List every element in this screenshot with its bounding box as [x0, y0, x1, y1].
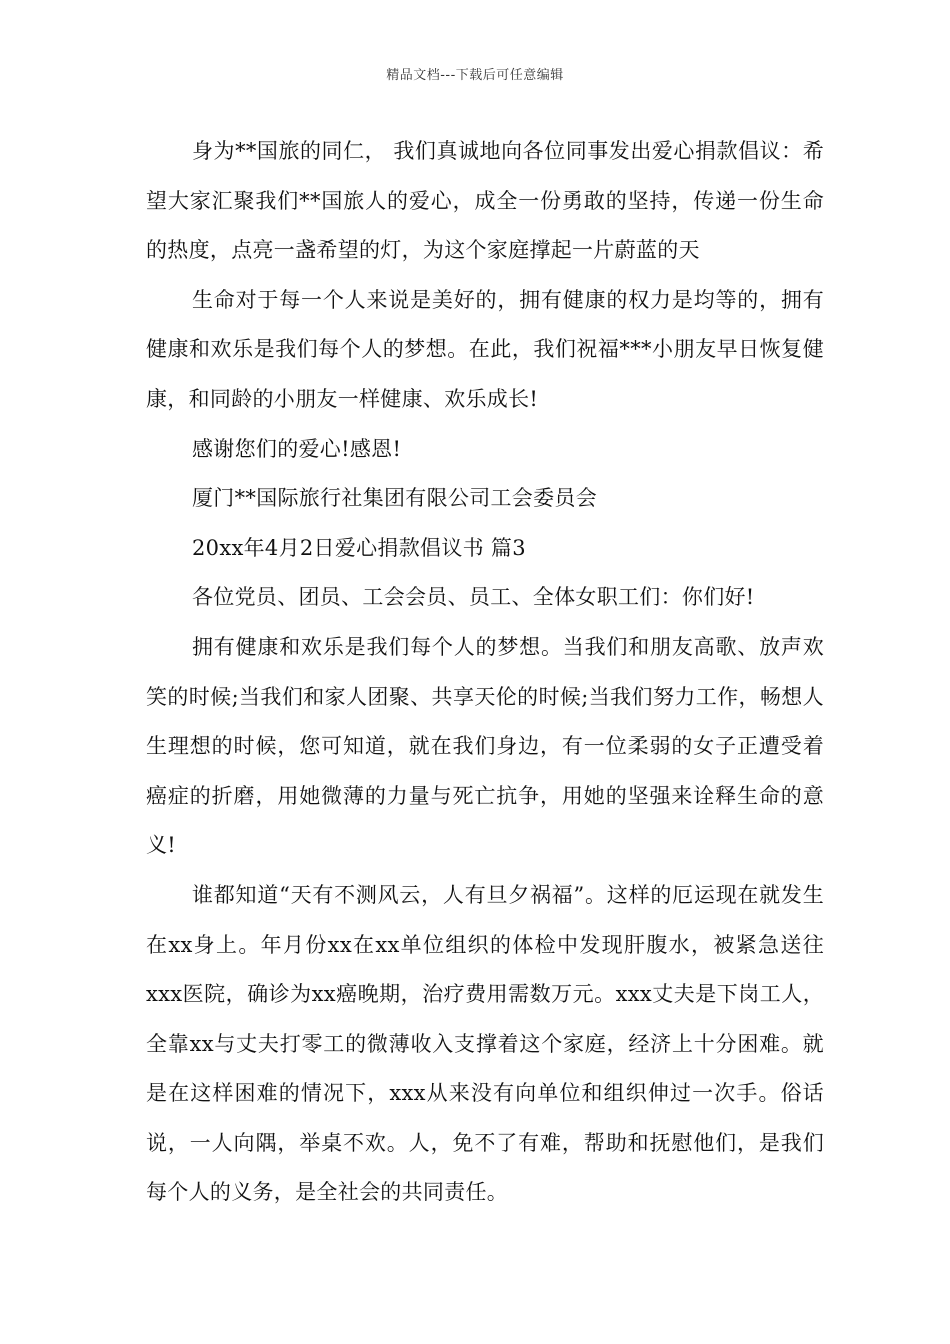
paragraph-appeal: 身为**国旅的同仁， 我们真诚地向各位同事发出爱心捐款倡议：希望大家汇聚我们**国旅人的爱心，成全一份勇敢的坚持，传递一份生命的热度，点亮一盏希望的灯，为这个家庭撑起一片蔚蓝的天 [146, 139, 824, 263]
paragraph-story: 谁都知道“天有不测风云，人有旦夕祸福”。这样的厄运现在就发生在xx身上。年月份xx在xx单位组织的体检中发现肝腹水，被紧急送往xxx医院，确诊为xx癌晚期，治疗费用需数万元。xxx丈夫是下岗工人，全靠xx与丈夫打零工的微薄收入支撑着这个家庭，经济上十分困难。就是在这样困难的情况下，xxx从来没有向单位和组织伸过一次手。俗话说，一人向隅，举桌不欢。人，免不了有难，帮助和抚慰他们，是我们每个人的义务，是全社会的共同责任。 [146, 882, 824, 1205]
paragraph-salutation: 各位党员、团员、工会会员、员工、全体女职工们：你们好! [192, 585, 755, 610]
paragraph-dream: 拥有健康和欢乐是我们每个人的梦想。当我们和朋友高歌、放声欢笑的时候;当我们和家人团聚、共享天伦的时候;当我们努力工作，畅想人生理想的时候，您可知道，就在我们身边，有一位柔弱的女子正遭受着癌症的折磨，用她微薄的力量与死亡抗争，用她的坚强来诠释生命的意义! [146, 634, 824, 858]
section-title: 20xx年4月2日爱心捐款倡议书 篇3 [192, 535, 526, 560]
document-body [146, 127, 824, 1218]
paragraph-signature: 厦门**国际旅行社集团有限公司工会委员会 [192, 486, 597, 511]
paragraph-thanks: 感谢您们的爱心!感恩! [192, 436, 402, 461]
page-header: 精品文档---下载后可任意编辑 [386, 68, 564, 83]
paragraph-blessing: 生命对于每一个人来说是美好的，拥有健康的权力是均等的，拥有健康和欢乐是我们每个人的梦想。在此，我们祝福***小朋友早日恢复健康，和同龄的小朋友一样健康、欢乐成长! [146, 287, 824, 411]
